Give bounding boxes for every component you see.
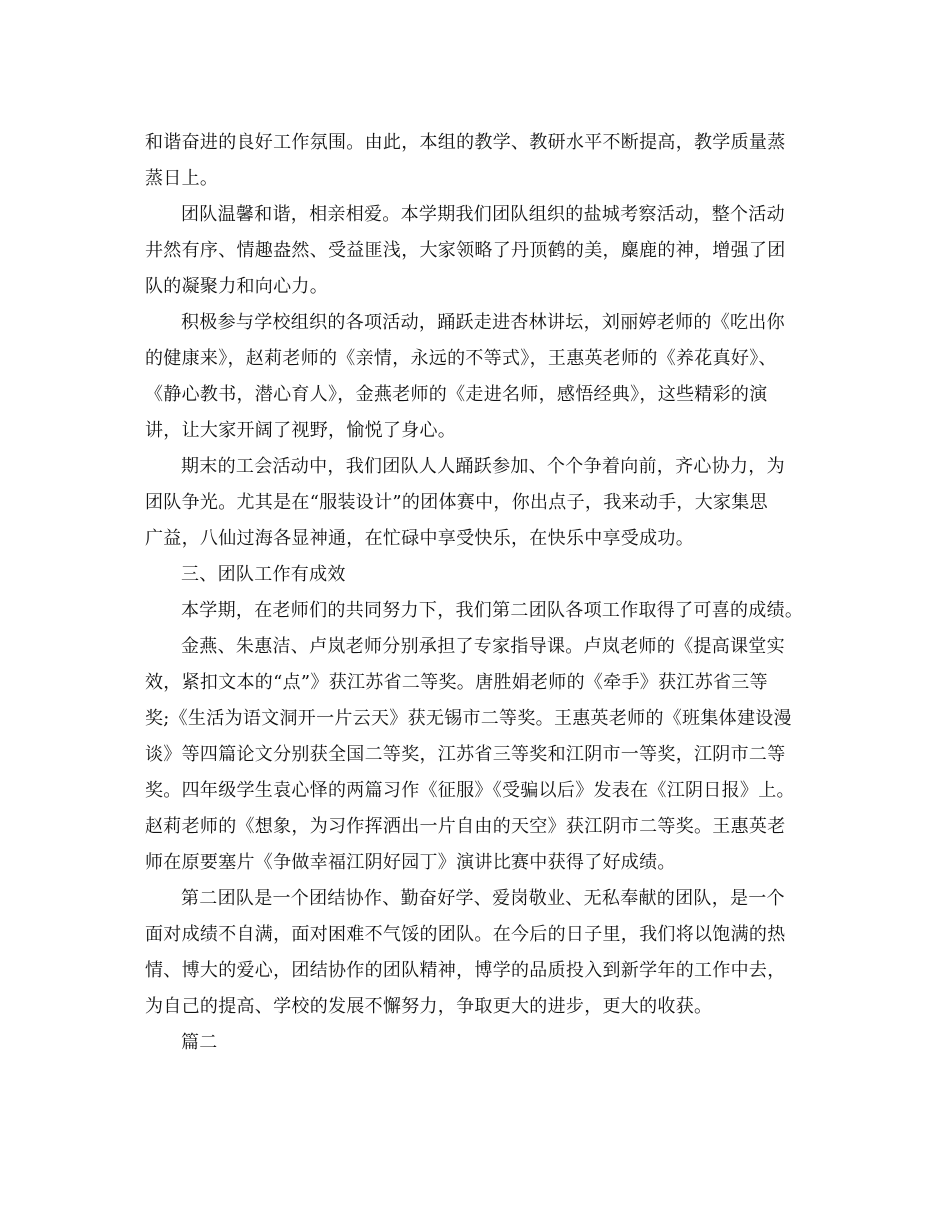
text-line: 谈》等四篇论文分别获全国二等奖，江苏省三等奖和江阴市一等奖，江阴市二等 bbox=[145, 744, 786, 765]
text-line: 为自己的提高、学校的发展不懈努力，争取更大的进步，更大的收获。 bbox=[145, 996, 713, 1017]
text-line: 情、博大的爱心，团结协作的团队精神，博学的品质投入到新学年的工作中去， bbox=[145, 960, 786, 981]
text-line: 奖;《生活为语文洞开一片云天》获无锡市二等奖。王惠英老师的《班集体建设漫 bbox=[145, 708, 792, 729]
text-line: 赵莉老师的《想象，为习作挥洒出一片自由的天空》获江阴市二等奖。王惠英老 bbox=[145, 816, 786, 837]
paragraph-start-line: 团队温馨和谐，相亲相爱。本学期我们团队组织的盐城考察活动，整个活动 bbox=[181, 204, 785, 225]
text-line: 广益，八仙过海各显神通，在忙碌中享受快乐，在快乐中享受成功。 bbox=[145, 528, 694, 549]
text-line: 讲，让大家开阔了视野，愉悦了身心。 bbox=[145, 420, 457, 441]
text-line: 《静心教书，潜心育人》，金燕老师的《走进名师，感悟经典》，这些精彩的演 bbox=[145, 384, 768, 405]
text-line: 奖。四年级学生袁心怿的两篇习作《征服》《受骗以后》发表在《江阴日报》上。 bbox=[145, 780, 795, 801]
paragraph-start-line: 积极参与学校组织的各项活动，踊跃走进杏林讲坛，刘丽婷老师的《吃出你 bbox=[181, 312, 785, 333]
paragraph-start-line: 第二团队是一个团结协作、勤奋好学、爱岗敬业、无私奉献的团队，是一个 bbox=[181, 888, 785, 909]
text-line: 和谐奋进的良好工作氛围。由此，本组的教学、教研水平不断提高，教学质量蒸 bbox=[145, 132, 786, 153]
paragraph-start-line: 金燕、朱惠洁、卢岚老师分别承担了专家指导课。卢岚老师的《提高课堂实 bbox=[181, 636, 785, 657]
text-line: 队的凝聚力和向心力。 bbox=[145, 276, 328, 297]
section-heading: 篇二 bbox=[181, 1032, 218, 1053]
paragraph-start-line: 本学期，在老师们的共同努力下，我们第二团队各项工作取得了可喜的成绩。 bbox=[181, 600, 804, 621]
text-line: 效，紧扣文本的“点”》获江苏省二等奖。唐胜娟老师的《牵手》获江苏省三等 bbox=[145, 672, 768, 693]
section-heading: 三、团队工作有成效 bbox=[181, 564, 346, 585]
text-line: 的健康来》，赵莉老师的《亲情，永远的不等式》，王惠英老师的《养花真好》、 bbox=[145, 348, 777, 369]
text-line: 面对成绩不自满，面对困难不气馁的团队。在今后的日子里，我们将以饱满的热 bbox=[145, 924, 786, 945]
paragraph-start-line: 期末的工会活动中，我们团队人人踊跃参加、个个争着向前，齐心协力，为 bbox=[181, 456, 785, 477]
text-line: 蒸日上。 bbox=[145, 168, 219, 189]
text-line: 井然有序、情趣盎然、受益匪浅，大家领略了丹顶鹤的美，麋鹿的神，增强了团 bbox=[145, 240, 786, 261]
text-line: 师在原要塞片《争做幸福江阴好园丁》演讲比赛中获得了好成绩。 bbox=[145, 852, 676, 873]
text-line: 团队争光。尤其是在“服装设计”的团体赛中，你出点子，我来动手，大家集思 bbox=[145, 492, 768, 513]
